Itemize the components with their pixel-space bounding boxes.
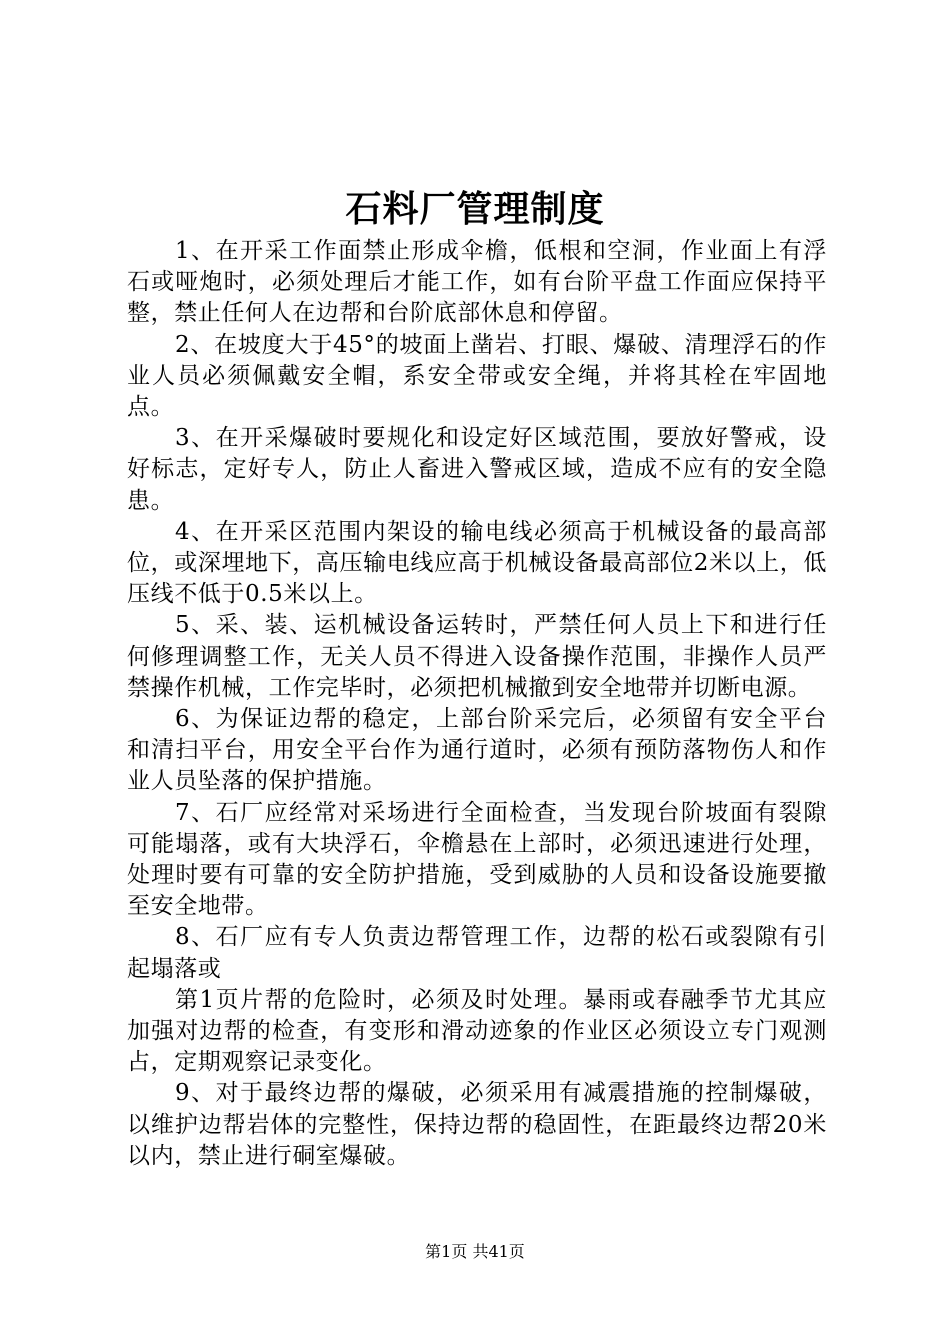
paragraph-5: 5、采、装、运机械设备运转时，严禁任何人员上下和进行任何修理调整工作，无关人员不得进入设备操作范围，非操作人员严禁操作机械，工作完毕时，必须把机械撤到安全地带并切断电源。 [127,612,827,701]
paragraph-3: 3、在开采爆破时要规化和设定好区域范围，要放好警戒，设好标志，定好专人，防止人畜进入警戒区域，造成不应有的安全隐患。 [127,425,827,514]
paragraph-8-continued: 第1页片帮的危险时，必须及时处理。暴雨或春融季节尤其应加强对边帮的检查，有变形和滑动迹象的作业区必须设立专门观测占，定期观察记录变化。 [127,986,827,1076]
paragraph-7: 7、石厂应经常对采场进行全面检查，当发现台阶坡面有裂隙可能塌落，或有大块浮石，伞檐悬在上部时，必须迅速进行处理，处理时要有可靠的安全防护措施，受到威胁的人员和设备设施要撤至安全地带。 [127,799,827,920]
paragraph-2: 2、在坡度大于45°的坡面上凿岩、打眼、爆破、清理浮石的作业人员必须佩戴安全帽，系安全带或安全绳，并将其栓在牢固地点。 [127,331,827,421]
paragraph-1: 1、在开采工作面禁止形成伞檐，低根和空洞，作业面上有浮石或哑炮时，必须处理后才能工作，如有台阶平盘工作面应保持平整，禁止任何人在边帮和台阶底部休息和停留。 [127,238,827,327]
document-title: 石料厂管理制度 [345,188,605,230]
paragraph-6: 6、为保证边帮的稳定，上部台阶采完后，必须留有安全平台和清扫平台，用安全平台作为通行道时，必须有预防落物伤人和作业人员坠落的保护措施。 [127,706,827,795]
page-footer: 第1页 共41页 [425,1242,525,1261]
document-body [127,236,827,1172]
paragraph-4: 4、在开采区范围内架设的输电线必须高于机械设备的最高部位，或深埋地下，高压输电线应高于机械设备最高部位2米以上，低压线不低于0.5米以上。 [127,518,827,608]
paragraph-9: 9、对于最终边帮的爆破，必须采用有减震措施的控制爆破，以维护边帮岩体的完整性，保持边帮的稳固性，在距最终边帮20米以内，禁止进行硐室爆破。 [127,1080,827,1169]
paragraph-8: 8、石厂应有专人负责边帮管理工作，边帮的松石或裂隙有引起塌落或 [127,924,827,982]
